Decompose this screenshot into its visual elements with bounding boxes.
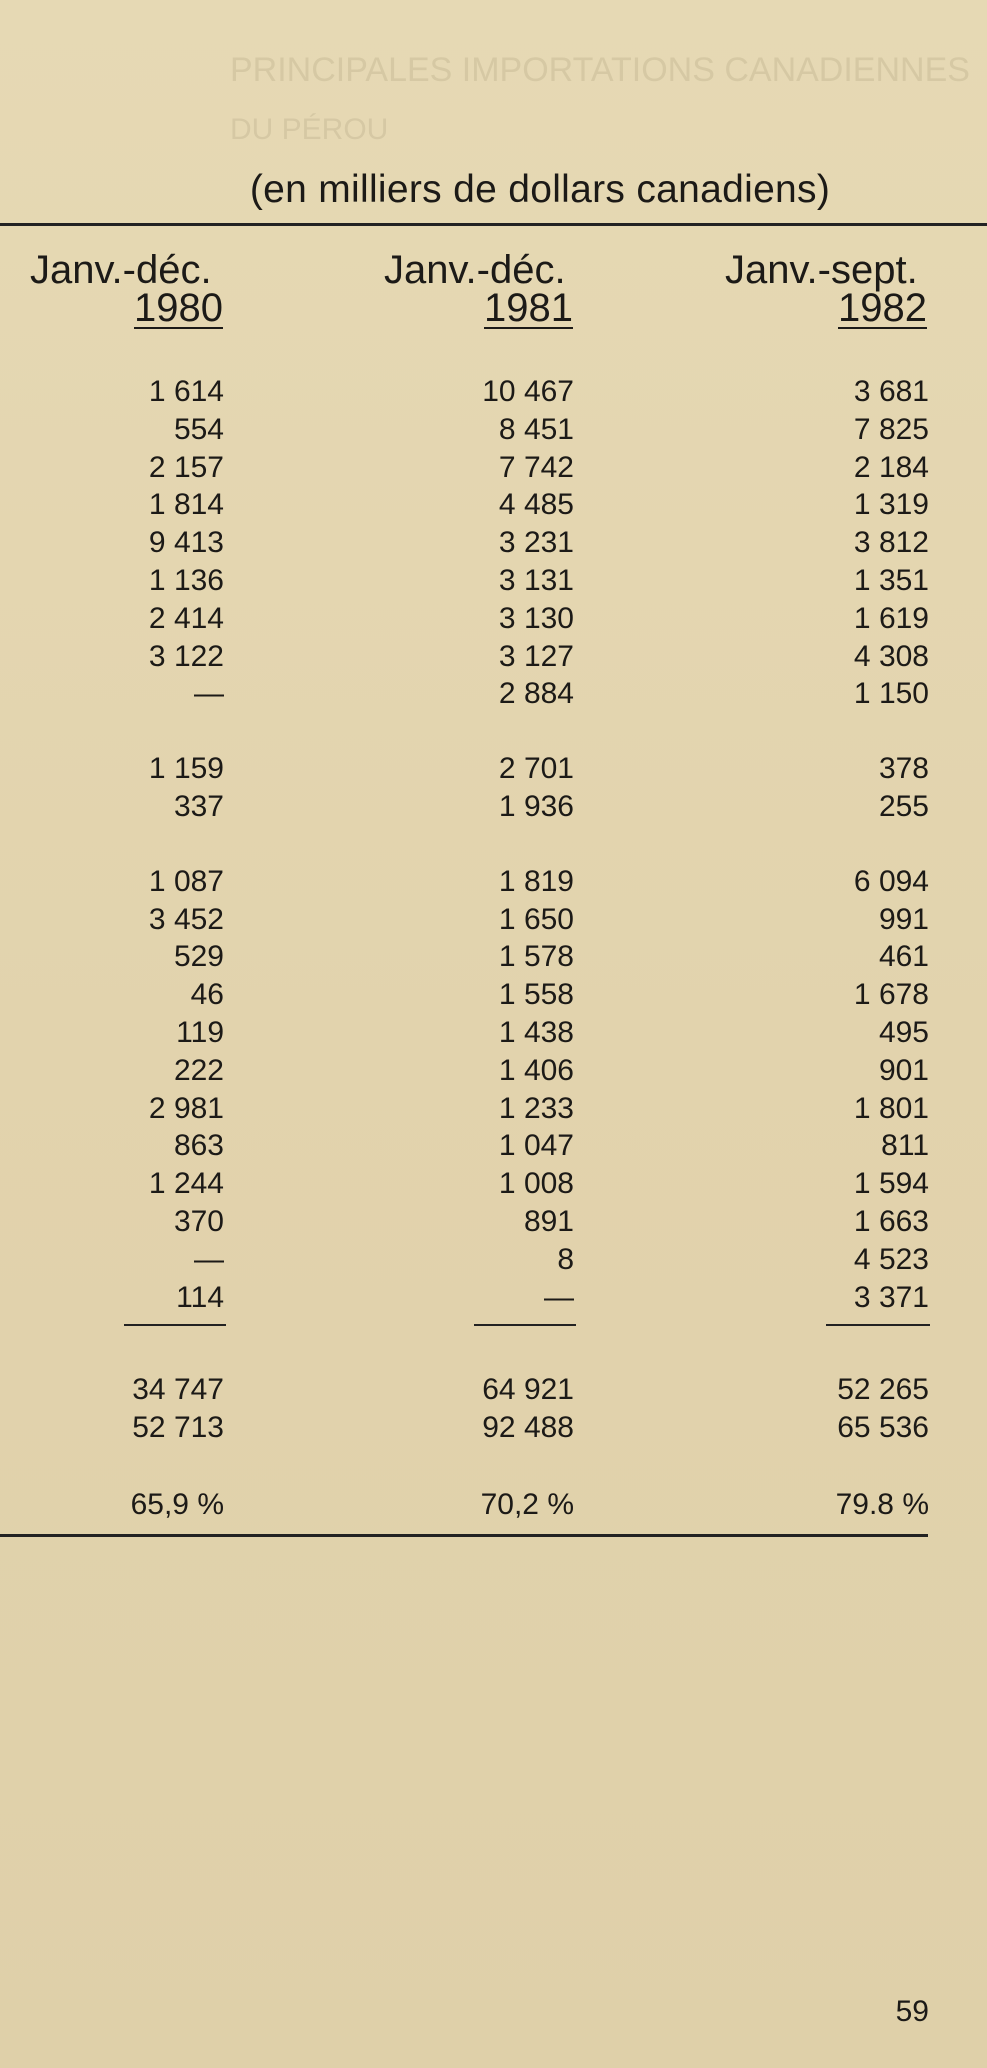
cell-1981: 1 008 bbox=[498, 1167, 574, 1201]
totals bbox=[0, 1373, 987, 1449]
cell-1981: 1 438 bbox=[498, 1015, 574, 1049]
cell-1980: 1 136 bbox=[148, 563, 224, 597]
cell-1981: 1 819 bbox=[498, 864, 574, 898]
sum-rule-1980 bbox=[124, 1324, 226, 1326]
percent-row bbox=[0, 1488, 987, 1526]
table-row bbox=[0, 1205, 987, 1243]
cell-1982: 378 bbox=[878, 752, 929, 786]
table-row bbox=[0, 526, 987, 564]
cell-1982: 1 801 bbox=[853, 1091, 929, 1125]
cell-1980: 1 087 bbox=[148, 864, 224, 898]
cell-1981: 8 451 bbox=[498, 412, 574, 446]
cell-1981: 3 231 bbox=[498, 526, 574, 560]
table-row bbox=[0, 677, 987, 715]
cell-1980: — bbox=[194, 677, 224, 711]
table-row bbox=[0, 978, 987, 1016]
cell-1981: 1 406 bbox=[498, 1053, 574, 1087]
cell-1981: 3 131 bbox=[498, 563, 574, 597]
total-1980: 52 713 bbox=[132, 1411, 224, 1444]
cell-1982: 901 bbox=[878, 1053, 929, 1087]
top-rule bbox=[0, 223, 987, 226]
cell-1981: 10 467 bbox=[482, 375, 574, 408]
cell-1982: 255 bbox=[878, 789, 929, 823]
cell-1980: 222 bbox=[173, 1053, 224, 1087]
cell-1980: 337 bbox=[173, 789, 224, 823]
cell-1982: 1 150 bbox=[853, 677, 929, 711]
cell-1982: 4 523 bbox=[853, 1242, 929, 1276]
cell-1981: 3 130 bbox=[498, 601, 574, 635]
table-row bbox=[0, 790, 987, 828]
cell-1981: 1 558 bbox=[498, 978, 574, 1012]
cell-1982: 1 663 bbox=[853, 1204, 929, 1238]
table-row bbox=[0, 413, 987, 451]
percent-values bbox=[0, 1488, 987, 1526]
cell-1980: 46 bbox=[190, 978, 224, 1012]
table-row bbox=[0, 1092, 987, 1130]
cell-1980: 119 bbox=[176, 1015, 224, 1049]
table-row bbox=[0, 375, 987, 413]
cell-1981: 7 742 bbox=[498, 450, 574, 484]
cell-1980: 529 bbox=[173, 940, 224, 974]
cell-1980: 863 bbox=[173, 1129, 224, 1163]
total-1982: 65 536 bbox=[837, 1411, 929, 1444]
table-row bbox=[0, 1167, 987, 1205]
sum-rule-1981 bbox=[474, 1324, 576, 1326]
cell-1980: 370 bbox=[173, 1204, 224, 1238]
cell-1982: 1 678 bbox=[853, 978, 929, 1012]
cell-1980: 554 bbox=[173, 412, 224, 446]
cell-1980: — bbox=[194, 1242, 224, 1276]
table-row bbox=[0, 640, 987, 678]
total-row bbox=[0, 1373, 987, 1411]
table-row bbox=[0, 602, 987, 640]
cell-1981: 1 578 bbox=[498, 940, 574, 974]
table-row bbox=[0, 1243, 987, 1281]
total-1982: 52 265 bbox=[837, 1373, 929, 1406]
column-2-period: Janv.-déc. bbox=[384, 248, 566, 292]
table-row bbox=[0, 865, 987, 903]
page-number: 59 bbox=[895, 1995, 929, 2028]
table-row bbox=[0, 903, 987, 941]
bottom-rule bbox=[0, 1534, 928, 1537]
cell-1982: 991 bbox=[878, 902, 929, 936]
cell-1981: 1 047 bbox=[498, 1129, 574, 1163]
cell-1982: 4 308 bbox=[853, 639, 929, 673]
cell-1982: 1 594 bbox=[853, 1167, 929, 1201]
cell-1982: 7 825 bbox=[853, 412, 929, 446]
cell-1980: 2 414 bbox=[148, 601, 224, 635]
table-row bbox=[0, 564, 987, 602]
total-row bbox=[0, 1411, 987, 1449]
table-row bbox=[0, 1016, 987, 1054]
column-1-year: 1980 bbox=[134, 286, 223, 330]
cell-1981: — bbox=[544, 1280, 574, 1314]
cell-1982: 495 bbox=[878, 1015, 929, 1049]
total-1981: 64 921 bbox=[482, 1373, 574, 1406]
sum-rule-1982 bbox=[826, 1324, 930, 1326]
cell-1980: 1 244 bbox=[148, 1167, 224, 1201]
ghost-subtitle: DU PÉROU bbox=[230, 113, 389, 146]
table-row bbox=[0, 940, 987, 978]
cell-1980: 2 981 bbox=[148, 1091, 224, 1125]
cell-1982: 3 681 bbox=[853, 375, 929, 408]
data-table bbox=[0, 375, 987, 1318]
percent-1981: 70,2 % bbox=[480, 1488, 574, 1521]
cell-1981: 1 936 bbox=[498, 789, 574, 823]
cell-1981: 4 485 bbox=[498, 488, 574, 522]
column-3-period: Janv.-sept. bbox=[725, 248, 918, 292]
cell-1980: 1 614 bbox=[148, 375, 224, 408]
cell-1980: 9 413 bbox=[148, 526, 224, 560]
cell-1982: 2 184 bbox=[853, 450, 929, 484]
cell-1982: 1 351 bbox=[853, 563, 929, 597]
cell-1982: 461 bbox=[878, 940, 929, 974]
percent-1980: 65,9 % bbox=[130, 1488, 224, 1521]
cell-1980: 2 157 bbox=[148, 450, 224, 484]
cell-1981: 8 bbox=[557, 1242, 574, 1276]
cell-1981: 2 884 bbox=[498, 677, 574, 711]
cell-1980: 114 bbox=[176, 1280, 224, 1314]
cell-1982: 1 319 bbox=[853, 488, 929, 522]
cell-1980: 3 452 bbox=[148, 902, 224, 936]
units-subtitle: (en milliers de dollars canadiens) bbox=[249, 168, 831, 211]
cell-1982: 6 094 bbox=[853, 864, 929, 898]
cell-1982: 3 812 bbox=[853, 526, 929, 560]
table-row bbox=[0, 451, 987, 489]
column-2-year: 1981 bbox=[484, 286, 573, 330]
cell-1980: 1 159 bbox=[148, 752, 224, 786]
cell-1981: 1 650 bbox=[498, 902, 574, 936]
cell-1980: 3 122 bbox=[148, 639, 224, 673]
total-1980: 34 747 bbox=[132, 1373, 224, 1406]
table-row bbox=[0, 488, 987, 526]
column-1-period: Janv.-déc. bbox=[30, 248, 212, 292]
cell-1982: 1 619 bbox=[853, 601, 929, 635]
table-row bbox=[0, 1129, 987, 1167]
percent-1982: 79.8 % bbox=[835, 1488, 929, 1521]
total-1981: 92 488 bbox=[482, 1411, 574, 1444]
table-row bbox=[0, 752, 987, 790]
ghost-title: PRINCIPALES IMPORTATIONS CANADIENNES bbox=[230, 51, 970, 89]
column-3-year: 1982 bbox=[838, 286, 927, 330]
cell-1981: 891 bbox=[523, 1204, 574, 1238]
table-row bbox=[0, 1281, 987, 1319]
cell-1982: 811 bbox=[881, 1129, 929, 1163]
cell-1981: 2 701 bbox=[498, 752, 574, 786]
table-row bbox=[0, 1054, 987, 1092]
cell-1981: 3 127 bbox=[498, 639, 574, 673]
cell-1981: 1 233 bbox=[498, 1091, 574, 1125]
cell-1980: 1 814 bbox=[148, 488, 224, 522]
cell-1982: 3 371 bbox=[853, 1280, 929, 1314]
